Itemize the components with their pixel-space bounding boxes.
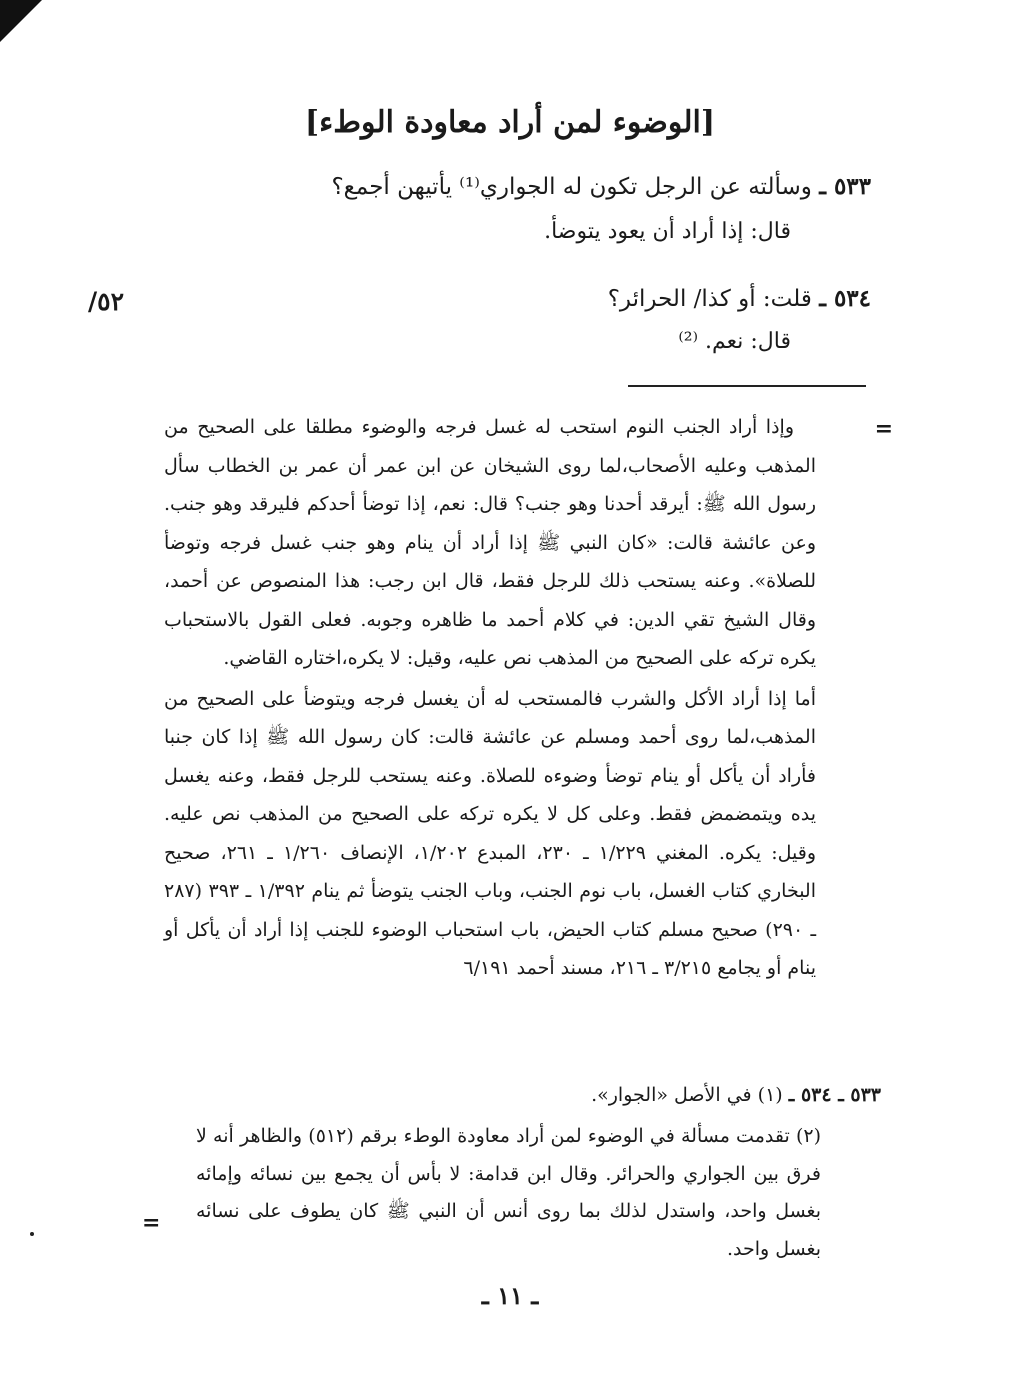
question-text: وسألته عن الرجل تكون له الجواري⁽¹⁾ يأتيهن أجمع؟ [331,174,812,200]
question-533 [331,165,871,209]
continuation-marker: = [874,416,893,442]
question-number: ٥٣٤ ـ [819,285,871,312]
question-text: قلت: أو كذا/ الحرائر؟ [607,286,812,312]
commentary-block [164,408,816,988]
answer-534: قال: نعم. ⁽²⁾ [678,329,791,354]
footnote-1 [591,1076,881,1114]
section-heading: [الوضوء لمن أراد معاودة الوطء] [304,105,716,140]
page-number: ـ ١١ ـ [481,1281,539,1310]
commentary-paragraph: وإذا أراد الجنب النوم استحب له غسل فرجه والوضوء مطلقا على الصحيح من المذهب وعليه الأصحاب،لما روى الشيخان عن ابن عمر أن عمر بن الخطاب سأل رسول الله ﷺ: أيرقد أحدنا وهو جنب؟ قال: نعم، إذا توضأ أحدكم فليرقد وهو جنب. وعن عائشة قالت: «كان النبي ﷺ إذا أراد أن ينام وهو جنب غسل فرجه وتوضأ للصلاة». وعنه يستحب ذلك للرجل فقط، قال ابن رجب: هذا المنصوص عن أحمد، وقال الشيخ تقي الدين: في كلام أحمد ما ظاهره وجوبه. فعلى القول بالاستحباب يكره تركه على الصحيح من المذهب نص عليه، وقيل: لا يكره،اختاره القاضي. [164,416,816,669]
footnote-text: (١) في الأصل «الجوار». [591,1084,783,1106]
question-534 [608,277,871,321]
scan-speck [30,1232,34,1236]
manuscript-folio-reference: ٥٢/ [88,287,124,316]
footnote-range: ٥٣٣ ـ ٥٣٤ ـ [788,1084,881,1106]
question-number: ٥٣٣ ـ [819,173,871,200]
commentary-paragraph: أما إذا أراد الأكل والشرب فالمستحب له أن يغسل فرجه ويتوضأ على الصحيح من المذهب،لما روى أحمد ومسلم عن عائشة قالت: كان رسول الله ﷺ إذا كان جنبا فأراد أن يأكل أو ينام توضأ وضوءه للصلاة. وعنه يستحب للرجل فقط، وعنه يغسل يده ويتمضمض فقط. وعلى كل لا يكره تركه على الصحيح من المذهب نص عليه. وقيل: يكره. المغني ١/٢٢٩ ـ ٢٣٠، المبدع ١/٢٠٢، الإنصاف ١/٢٦٠ ـ ٢٦١، صحيح البخاري كتاب الغسل، باب نوم الجنب، وباب الجنب يتوضأ ثم ينام ١/٣٩٢ ـ ٣٩٣ (٢٨٧ ـ ٢٩٠) صحيح مسلم كتاب الحيض، باب استحباب الوضوء للجنب إذا أراد أن يأكل أو ينام أو يجامع ٣/٢١٥ ـ ٢١٦، مسند أحمد ٦/١٩١ [164,687,817,979]
continuation-marker: = [142,1210,161,1236]
footnote-2: (٢) تقدمت مسألة في الوضوء لمن أراد معاودة الوطء برقم (٥١٢) والظاهر أنه لا فرق بين الجواري والحرائر. وقال ابن قدامة: لا بأس أن يجمع بين نسائه وإمائه بغسل واحد، واستدل لذلك بما روى أنس أن النبي ﷺ كان يطوف على نسائه بغسل واحد. [196,1125,822,1260]
footnote-separator [628,385,866,387]
answer-533: قال: إذا أراد أن يعود يتوضأ. [544,219,791,244]
